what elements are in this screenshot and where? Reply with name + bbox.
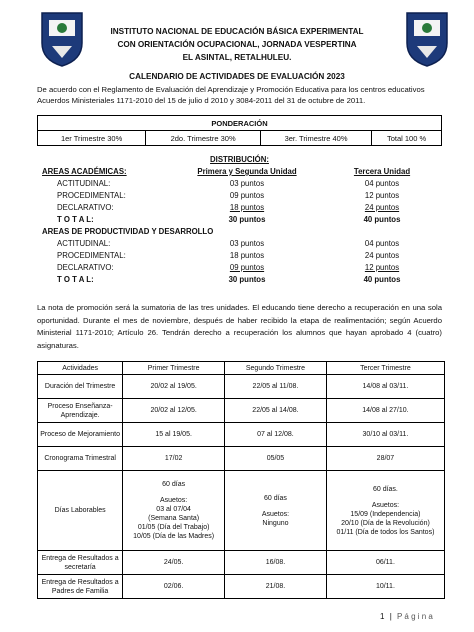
activity-t2: 16/08. [225, 551, 327, 575]
dias-line: Asuetos: [160, 497, 188, 504]
dias-line: 60 días [162, 481, 186, 488]
dias-t1 [123, 471, 225, 551]
total-label: T O T A L: [57, 215, 94, 224]
row-value-b: 24 puntos [364, 251, 400, 260]
row-value-a: 18 puntos [229, 251, 265, 260]
dias-line: Asuetos: [261, 510, 290, 518]
document-title: CALENDARIO DE ACTIVIDADES DE EVALUACIÓN 2023 [129, 72, 345, 81]
row-value-a: 09 puntos [229, 191, 265, 200]
page-footer [380, 612, 433, 621]
dias-line: 20/10 (Día de la Revolución) [341, 519, 430, 527]
dias-spacer [329, 494, 442, 501]
table-row [38, 575, 445, 599]
header-cell: Segundo Trimestre [225, 362, 327, 375]
row-value-b: 04 puntos [364, 179, 400, 188]
row-label: PROCEDIMENTAL: [57, 251, 126, 260]
table-row [38, 423, 445, 447]
total-value-b: 40 puntos [363, 215, 401, 224]
row-label: DECLARATIVO: [57, 263, 114, 272]
row-value-a: 18 puntos [229, 203, 265, 212]
activities-header-row [38, 362, 445, 375]
areas-productividad-label: AREAS DE PRODUCTIVIDAD Y DESARROLLO [42, 227, 214, 236]
row-label: DECLARATIVO: [57, 203, 114, 212]
page-label: P á g i n a [397, 612, 433, 621]
activity-t2: 22/05 al 11/08. [225, 375, 327, 399]
dias-line: Ninguno [262, 519, 289, 527]
dias-line: 15/09 (Independencia) [350, 510, 421, 518]
col-primera-header: Primera y Segunda Unidad [197, 167, 297, 176]
institute-name-line1: INSTITUTO NACIONAL DE EDUCACIÓN BÁSICA EXPERIMENTAL [110, 27, 364, 36]
distribucion-title: DISTRIBUCIÓN: [210, 155, 269, 164]
activity-name: Entrega de Resultados a Padres de Familia [38, 575, 123, 599]
productividad-total-row [37, 274, 442, 286]
activity-t3: 06/11. [326, 551, 444, 575]
ponderacion-title: PONDERACIÓN [38, 116, 442, 131]
total-value-a: 30 puntos [228, 215, 266, 224]
row-value-b: 12 puntos [364, 191, 400, 200]
total-label: T O T A L: [57, 275, 94, 284]
row-value-a: 03 puntos [229, 239, 265, 248]
academicas-row [37, 190, 442, 202]
dias-line: 10/05 (Día de las Madres) [133, 533, 215, 540]
productividad-header-row [37, 226, 442, 238]
header-cell: Actividades [38, 362, 123, 375]
activity-name: Proceso de Mejoramiento [38, 423, 123, 447]
header-cell: Tercer Trimestre [326, 362, 444, 375]
ponderacion-cell: 1er Trimestre 30% [38, 131, 146, 146]
activity-t3: 14/08 al 27/10. [326, 399, 444, 423]
activity-t3: 30/10 al 03/11. [326, 423, 444, 447]
row-value-b: 12 puntos [364, 263, 400, 272]
activity-name: Días Laborables [38, 471, 123, 551]
footer-separator: | [389, 612, 392, 621]
activity-t1: 24/05. [123, 551, 225, 575]
dias-line: 03 al 07/04 [156, 506, 191, 513]
page-number: 1 [380, 612, 385, 621]
table-row [38, 375, 445, 399]
intro-paragraph: De acuerdo con el Reglamento de Evaluación del Aprendizaje y Promoción Educativa para los centros educativos Acuerdos Ministeriales 1171-2010 del 15 de julio d 2010 y 3084-2011 del 31 de octubre de 2011. [37, 85, 425, 105]
header-cell: Primer Trimestre [123, 362, 225, 375]
academicas-header-row [37, 166, 442, 178]
activity-t1: 02/06. [123, 575, 225, 599]
dias-spacer [227, 503, 324, 510]
table-row-dias-laborables [38, 471, 445, 551]
table-row [38, 447, 445, 471]
col-tercera-header: Tercera Unidad [353, 167, 411, 176]
activity-t3: 10/11. [326, 575, 444, 599]
academicas-row [37, 202, 442, 214]
activity-t2: 22/05 al 14/08. [225, 399, 327, 423]
activity-t2: 05/05 [225, 447, 327, 471]
ponderacion-cell: 2do. Trimestre 30% [146, 131, 261, 146]
promotion-paragraph: La nota de promoción será la sumatoria de las tres unidades. El educando tiene derecho a recuperación en una sola oportunidad. Durante el mes de noviembre, después de haber recibido la etapa de realimentación; según Acuerdo Ministerial 1171-2010; Artículo 26. Tendrán derecho a recuperación los alumnos que hayan aprobado 4 (cuatro) asignaturas. [37, 303, 442, 350]
academicas-row [37, 178, 442, 190]
ponderacion-cell: Total 100 % [372, 131, 442, 146]
activity-t3: 28/07 [326, 447, 444, 471]
areas-academicas-label: AREAS ACADÉMICAS: [42, 167, 127, 176]
activities-table [37, 361, 445, 599]
activity-name: Cronograma Trimestral [38, 447, 123, 471]
table-row [38, 551, 445, 575]
productividad-row [37, 262, 442, 274]
institute-location: EL ASINTAL, RETALHULEU. [182, 53, 292, 62]
row-value-b: 04 puntos [364, 239, 400, 248]
row-value-a: 09 puntos [229, 263, 265, 272]
table-row [38, 399, 445, 423]
total-value-a: 30 puntos [228, 275, 266, 284]
dias-line: 01/05 (Día del Trabajo) [137, 524, 210, 531]
activity-t1: 20/02 al 12/05. [123, 399, 225, 423]
activity-name: Duración del Trimestre [38, 375, 123, 399]
productividad-row [37, 238, 442, 250]
total-value-b: 40 puntos [363, 275, 401, 284]
activity-t1: 20/02 al 19/05. [123, 375, 225, 399]
dias-line: (Semana Santa) [148, 515, 200, 522]
activity-t2: 21/08. [225, 575, 327, 599]
dias-line: 01/11 (Día de todos los Santos) [336, 528, 435, 536]
activity-t1: 17/02 [123, 447, 225, 471]
productividad-row [37, 250, 442, 262]
dias-line: 60 días. [372, 485, 398, 493]
row-label: ACTITUDINAL: [57, 179, 111, 188]
dias-spacer [125, 489, 222, 496]
dias-t2 [225, 471, 327, 551]
academicas-total-row [37, 214, 442, 226]
institute-name-line2: CON ORIENTACIÓN OCUPACIONAL, JORNADA VESPERTINA [117, 40, 357, 49]
row-value-b: 24 puntos [364, 203, 400, 212]
activity-t2: 07 al 12/08. [225, 423, 327, 447]
ponderacion-table [37, 115, 442, 146]
dias-line: Asuetos: [371, 501, 400, 509]
row-label: ACTITUDINAL: [57, 239, 111, 248]
ponderacion-cell: 3er. Trimestre 40% [260, 131, 371, 146]
activity-name: Proceso Enseñanza-Aprendizaje. [38, 399, 123, 423]
dias-t3 [326, 471, 444, 551]
row-value-a: 03 puntos [229, 179, 265, 188]
activity-t3: 14/08 al 03/11. [326, 375, 444, 399]
activity-t1: 15 al 19/05. [123, 423, 225, 447]
dias-line: 60 días [263, 494, 287, 502]
row-label: PROCEDIMENTAL: [57, 191, 126, 200]
activity-name: Entrega de Resultados a secretaría [38, 551, 123, 575]
